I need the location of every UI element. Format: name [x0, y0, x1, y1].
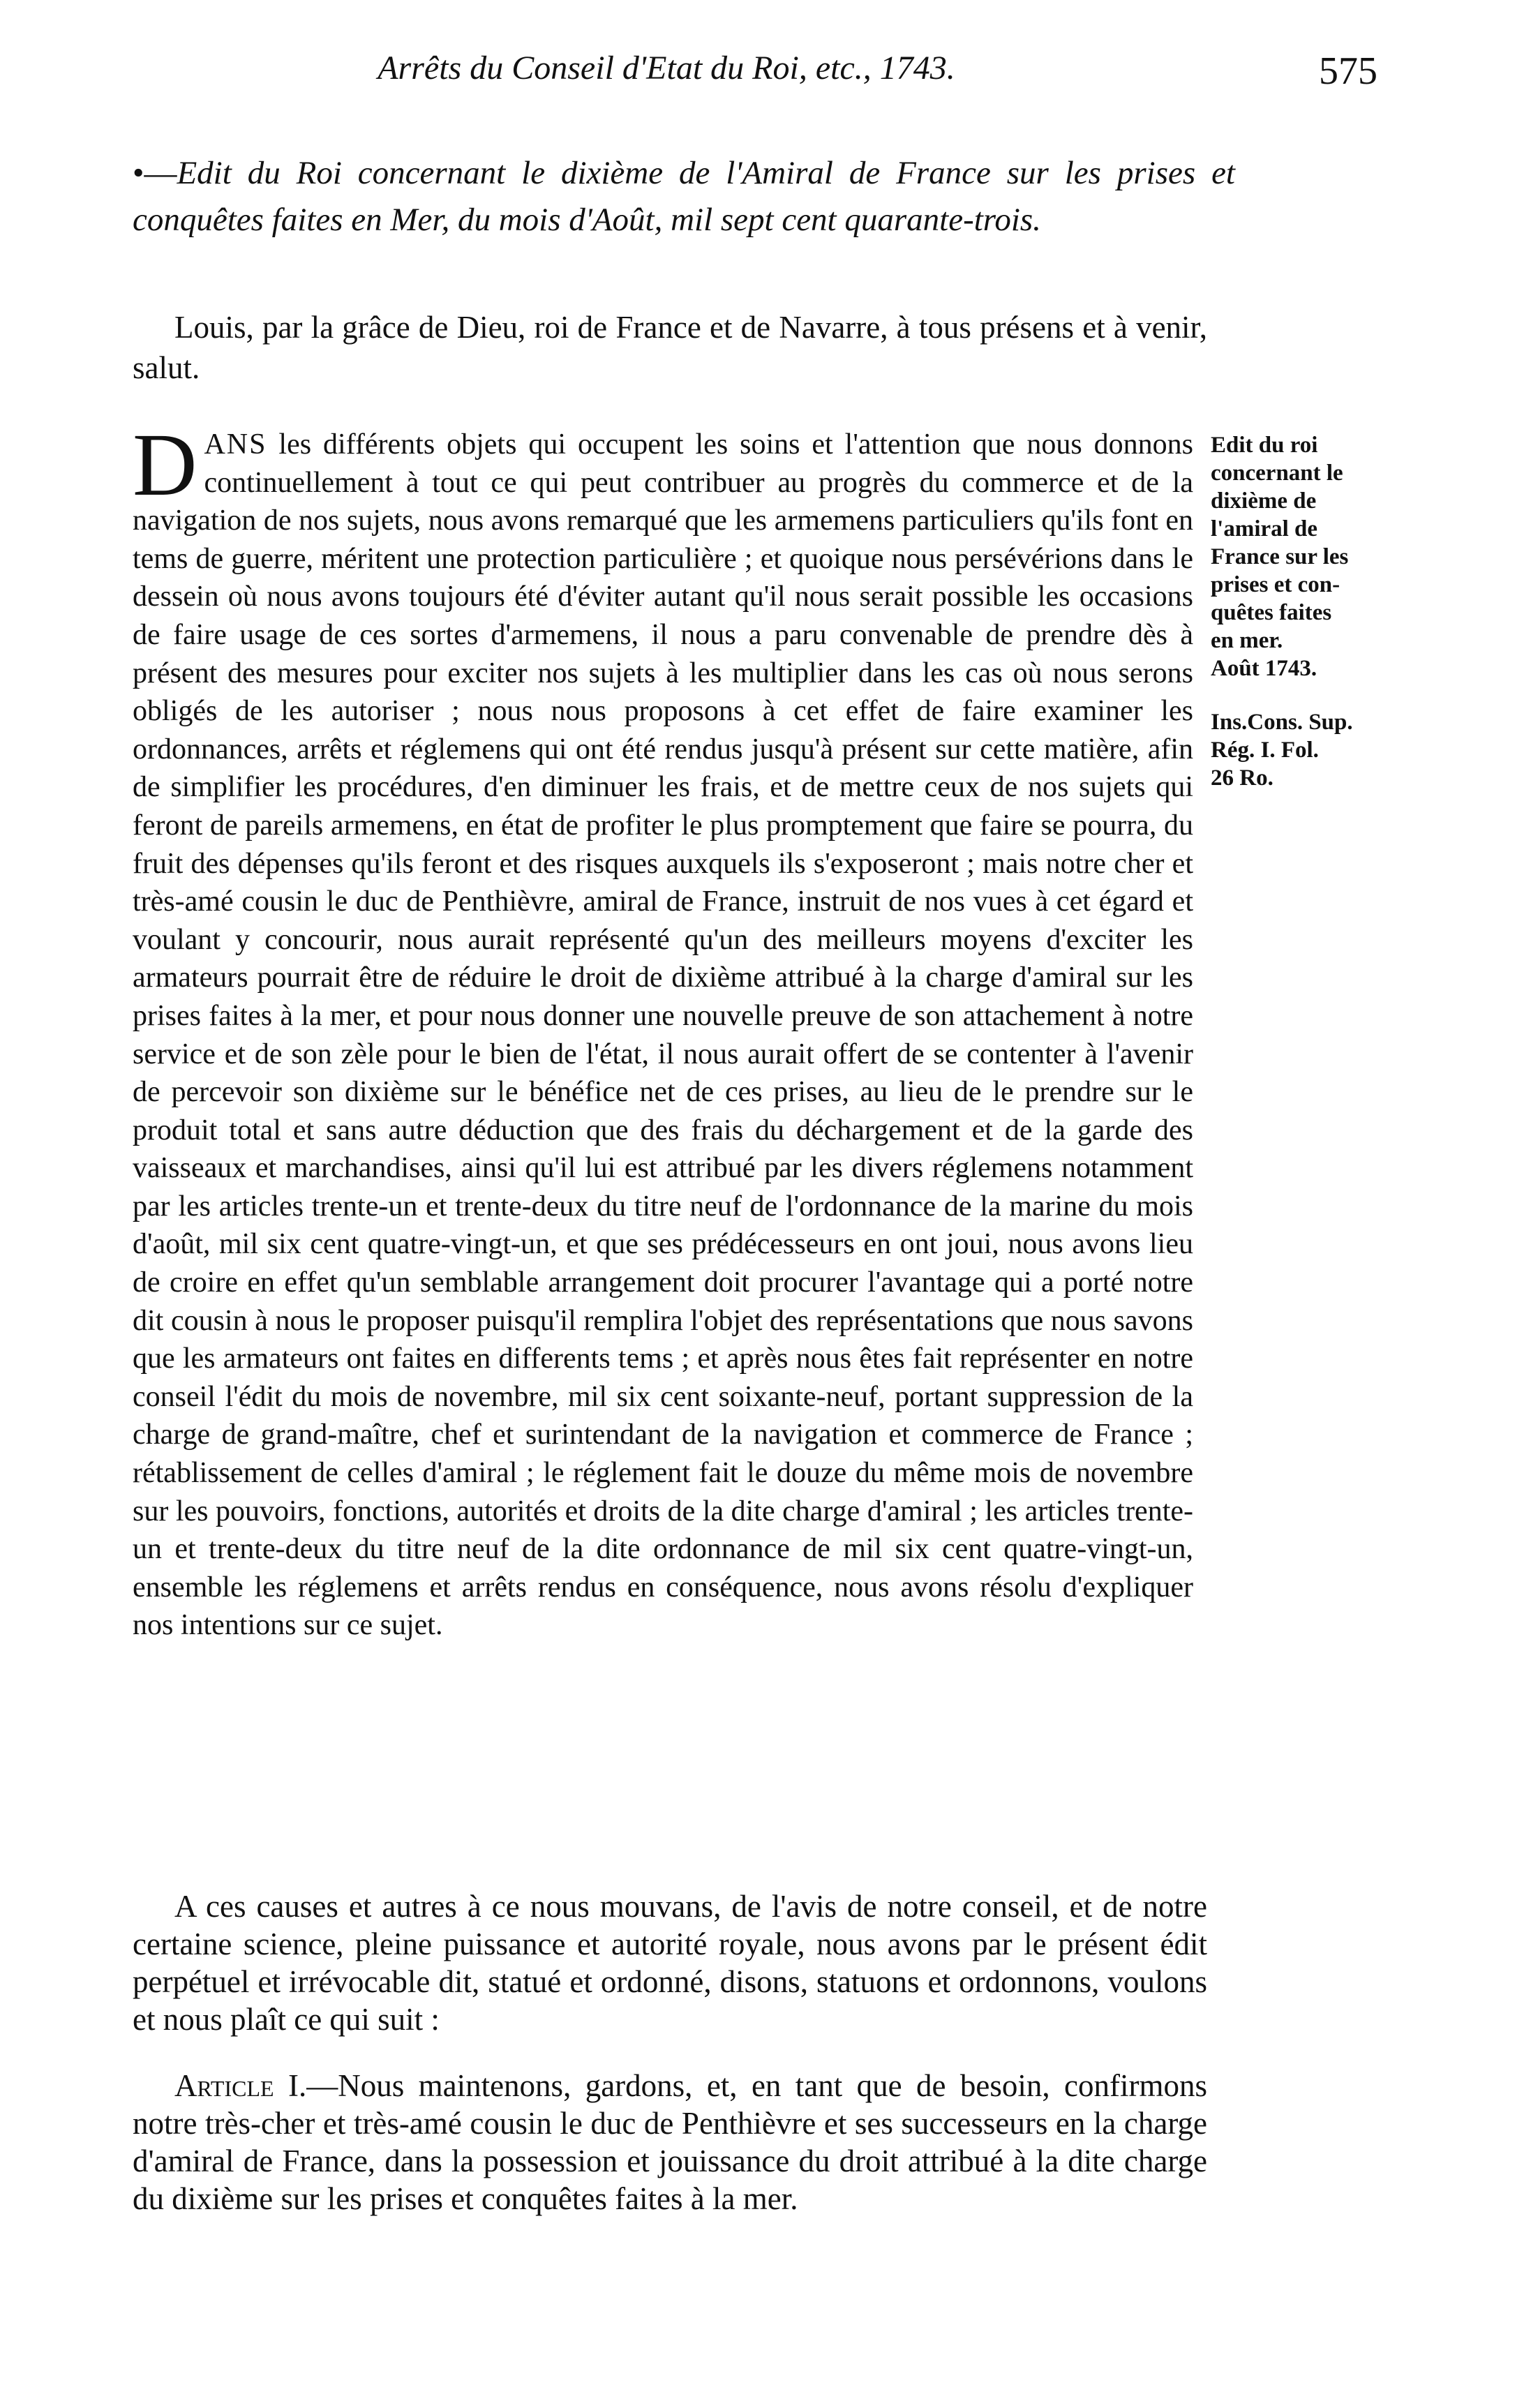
article-label: Article I. — [174, 2068, 307, 2103]
preamble-paragraph — [133, 415, 1193, 1645]
marginal-note-line: l'amiral de — [1211, 516, 1318, 541]
edict-title — [133, 150, 1235, 244]
marginal-note-line: dixième de — [1211, 488, 1317, 514]
running-head: Arrêts du Conseil d'Etat du Roi, etc., 1743. — [378, 50, 955, 87]
marginal-note-line: France sur les — [1211, 544, 1349, 569]
marginal-note — [1211, 431, 1420, 682]
marginal-note-line: en mer. — [1211, 628, 1283, 653]
marginal-note-line: Août 1743. — [1211, 656, 1317, 681]
resolution-paragraph: A ces causes et autres à ce nous mouvans, de l'avis de notre conseil, et de notre certaine science, pleine puissance et autorité royale, nous avons par le présent édit perpétuel et irrévocable dit, statué et ordonné, disons, statuons et ordonnons, voulons et nous plaît ce qui suit : — [133, 1889, 1207, 2037]
marginal-note-line: quêtes faites — [1211, 600, 1332, 625]
drop-cap: D — [133, 415, 197, 514]
salutation: Louis, par la grâce de Dieu, roi de France et de Navarre, à tous présens et à venir, salut. — [133, 310, 1207, 385]
marginal-reference-line: Rég. I. Fol. — [1211, 738, 1319, 763]
article-paragraph — [133, 2067, 1207, 2218]
marginal-note-line: concernant le — [1211, 461, 1343, 486]
title-lead-mark: •— — [133, 155, 177, 191]
edict-title-text: Edit du Roi concernant le dixième de l'Amiral de France sur les prises et conquêtes faites en Mer, du mois d'Août, mil sept cent quarante-trois. — [133, 155, 1235, 238]
marginal-note-line: Edit du roi — [1211, 433, 1318, 458]
marginal-note-line: prises et con- — [1211, 572, 1340, 597]
preamble-text: les différents objets qui occupent les soins et l'attention que nous donnons continuellement à tout ce qui peut contribuer au progrès du commerce et de la navigation de nos sujets, nous avons remarqué que les armemens particuliers qu'ils font en tems de guerre, méritent une protection particulière ; et quoique nous persévérions dans le dessein où nous avons toujours été d'éviter autant qu'il nous serait possible les occasions de faire usage de ces sortes d'armemens, il nous a paru convenable de prendre dès à présent des mesures pour exciter nos sujets à les multiplier dans les cas où nous serons obligés de les autoriser ; nous nous proposons à cet effet de faire examiner les ordonnances, arrêts et réglemens qui ont été rendus jusqu'à présent sur cette matière, afin de simplifier les procédures, d'en diminuer les frais, et de mettre ceux de nos sujets qui feront de pareils armemens, en état de profiter le plus promptement que faire se pourra, du fruit des dépenses qu'ils feront et des risques auxquels ils s'exposeront ; mais notre cher et très-amé cousin le duc de Penthièvre, amiral de France, instruit de nos vues à cet égard et voulant y concourir, nous aurait représenté qu'un des meilleurs moyens d'exciter les armateurs pourrait être de réduire le droit de dixième attribué à la charge d'amiral sur les prises faites à la mer, et pour nous donner une nouvelle preuve de son attachement à notre service et de son zèle pour le bien de l'état, il nous aurait offert de se contenter à l'avenir de percevoir son dixième sur le bénéfice net de ces prises, au lieu de le prendre sur le produit total et sans autre déduction que des frais du déchargement et de la garde des vaisseaux et marchandises, ainsi qu'il lui est attribué par les divers réglemens notamment par les articles trente-un et trente-deux du titre neuf de l'ordonnance de la marine du mois d'août, mil six cent quatre-vingt-un, et que ses prédécesseurs en ont joui, nous avons lieu de croire en effet qu'un semblable arrangement doit procurer l'avantage qui a porté notre dit cousin à nous le proposer puisqu'il remplira l'objet des représentations que nous savons que les armateurs ont faites en differents tems ; et après nous êtes fait représenter en notre conseil l'édit du mois de novembre, mil six cent soixante-neuf, portant suppression de la charge de grand-maître, chef et surintendant de la navigation et commerce de France ; rétablissement de celles d'amiral ; le réglement fait le douze du même mois de novembre sur les pouvoirs, fonctions, autorités et droits de la dite charge d'amiral ; les articles trente-un et trente-deux du titre neuf de la dite ordonnance de mil six cent quatre-vingt-un, ensemble les réglemens et arrêts rendus en conséquence, nous avons résolu d'expliquer nos intentions sur ce sujet. — [133, 428, 1193, 1642]
page-number: 575 — [1319, 50, 1377, 93]
marginal-reference — [1211, 708, 1420, 792]
preamble-opening-word: ANS — [204, 428, 267, 461]
marginal-reference-line: Ins.Cons. Sup. — [1211, 710, 1353, 735]
marginal-reference-line: 26 Ro. — [1211, 765, 1273, 791]
article-text: —Nous maintenons, gardons, et, en tant que de besoin, confirmons notre très-cher et très-amé cousin le duc de Penthièvre et ses successeurs en la charge d'amiral de France, dans la possession et jouissance du droit attribué à la dite charge du dixième sur les prises et conquêtes faites à la mer. — [133, 2068, 1208, 2216]
